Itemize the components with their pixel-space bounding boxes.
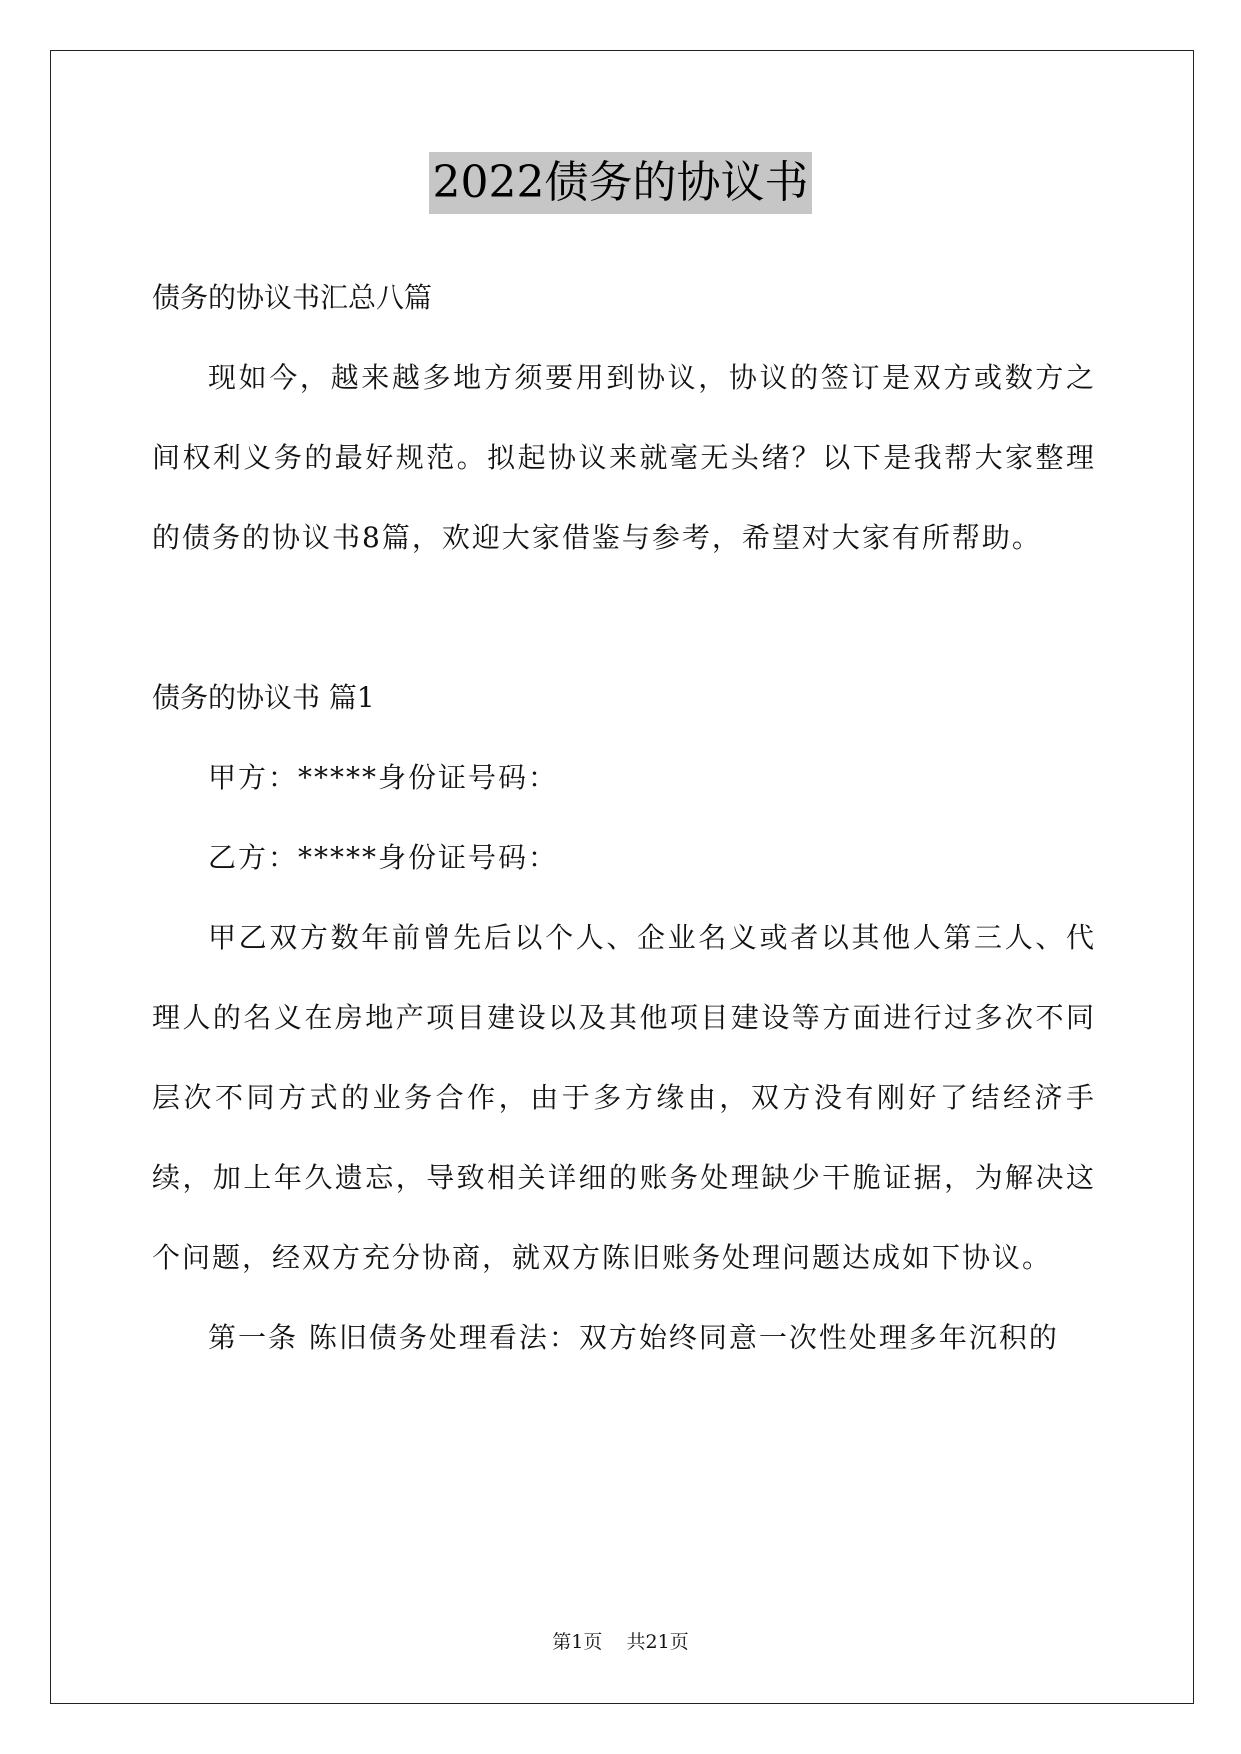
article-one-paragraph: 第一条 陈旧债务处理看法：双方始终同意一次性处理多年沉积的 xyxy=(208,1321,1059,1354)
section-spacer xyxy=(152,578,1096,658)
title-container xyxy=(0,152,1241,214)
party-b-line: 乙方：*****身份证号码： xyxy=(208,841,559,874)
body-paragraph: 甲乙双方数年前曾先后以个人、企业名义或者以其他人第三人、代理人的名义在房地产项目建设以及其他项目建设等方面进行过多次不同层次不同方式的业务合作，由于多方缘由，双方没有刚好了结经济手续，加上年久遗忘，导致相关详细的账务处理缺少干脆证据，为解决这个问题，经双方充分协商，就双方陈旧账务处理问题达成如下协议。 xyxy=(152,921,1096,1274)
section-title: 债务的协议书 篇1 xyxy=(152,681,375,714)
intro-paragraph: 现如今，越来越多地方须要用到协议，协议的签订是双方或数方之间权利义务的最好规范。拟起协议来就毫无头绪？以下是我帮大家整理的债务的协议书8篇，欢迎大家借鉴与参考，希望对大家有所帮助。 xyxy=(152,361,1096,554)
page-footer: 第1页 共21页 xyxy=(552,1631,689,1653)
document-body xyxy=(152,258,1096,1378)
party-a-line: 甲方：*****身份证号码： xyxy=(208,761,559,794)
document-subtitle: 债务的协议书汇总八篇 xyxy=(152,281,433,314)
document-title: 2022债务的协议书 xyxy=(429,152,813,214)
